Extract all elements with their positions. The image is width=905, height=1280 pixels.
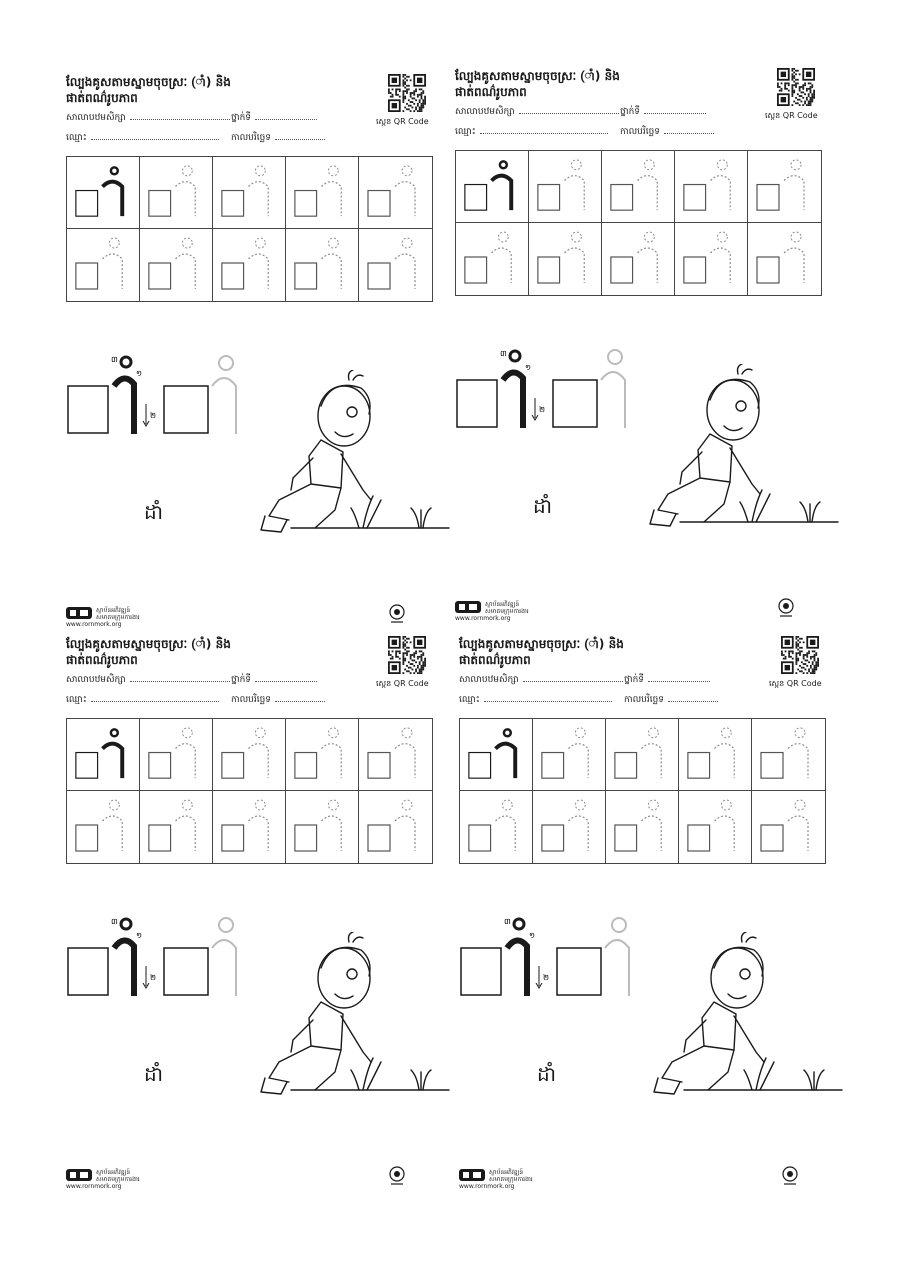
tracing-cell[interactable]	[679, 719, 752, 791]
tracing-cell[interactable]	[529, 151, 602, 223]
tracing-grid	[66, 156, 433, 302]
model-letter-cell[interactable]	[67, 719, 140, 791]
stroke-order-demo	[66, 354, 256, 454]
tracing-cell[interactable]	[286, 229, 359, 301]
organization-logo-icon	[455, 600, 483, 614]
tracing-cell[interactable]	[529, 223, 602, 295]
tracing-cell[interactable]	[213, 229, 286, 301]
grade-blank[interactable]	[255, 119, 317, 120]
date-field	[231, 694, 325, 707]
title-line-1: ល្បែងគូសតាមស្នាមចុចស្រៈ (ាំ) និង	[459, 637, 624, 651]
tracing-cell[interactable]	[460, 791, 533, 863]
qr-caption: ស្កេន QR Code	[769, 679, 822, 688]
grade-label: ថ្នាក់ទី	[231, 113, 251, 123]
date-blank[interactable]	[664, 133, 714, 134]
tracing-cell[interactable]	[675, 151, 748, 223]
boy-planting-illustration	[251, 932, 451, 1122]
worksheet-title	[459, 636, 759, 668]
tracing-cell[interactable]	[606, 791, 679, 863]
stroke-number-1: ១	[525, 363, 532, 372]
school-field	[459, 674, 623, 687]
tracing-cell[interactable]	[286, 791, 359, 863]
stroke-number-3: ៣	[111, 355, 118, 364]
name-blank[interactable]	[91, 139, 219, 140]
date-field	[231, 132, 325, 145]
school-field	[66, 674, 230, 687]
date-field	[624, 694, 718, 707]
qr-code-icon	[388, 636, 426, 674]
example-word: ដាំ	[144, 500, 164, 524]
school-field	[455, 106, 619, 119]
stroke-number-1: ១	[529, 931, 536, 940]
tracing-cell[interactable]	[213, 791, 286, 863]
tracing-cell[interactable]	[359, 157, 432, 229]
boy-planting-illustration	[251, 370, 451, 560]
grade-label: ថ្នាក់ទី	[231, 675, 251, 685]
logo-text-2: សមាគមក្រុមការងារ	[489, 1176, 533, 1183]
grade-blank[interactable]	[255, 681, 317, 682]
grade-label: ថ្នាក់ទី	[624, 675, 644, 685]
name-blank[interactable]	[480, 133, 608, 134]
name-field	[66, 694, 219, 707]
grade-blank[interactable]	[648, 681, 710, 682]
qr-code-icon	[388, 74, 426, 112]
title-line-2: ផាត់ពណ៌រូបភាព	[66, 653, 138, 667]
worksheet-title	[455, 68, 755, 100]
title-line-1: ល្បែងគូសតាមស្នាមចុចស្រៈ (ាំ) និង	[66, 637, 231, 651]
tracing-cell[interactable]	[679, 791, 752, 863]
organization-logo-icon	[66, 606, 94, 620]
tracing-grid	[66, 718, 433, 864]
boy-planting-illustration	[640, 364, 840, 554]
example-word: ដាំ	[533, 494, 553, 518]
name-field	[459, 694, 612, 707]
example-word: ដាំ	[537, 1062, 557, 1086]
tracing-cell[interactable]	[606, 719, 679, 791]
website-link[interactable]: www.rornmork.org	[66, 621, 122, 628]
school-label: សាលាបឋមសិក្សា	[66, 675, 126, 685]
grade-field	[620, 106, 706, 119]
title-line-2: ផាត់ពណ៌រូបភាព	[459, 653, 531, 667]
stroke-number-1: ១	[136, 369, 143, 378]
worksheet-title	[66, 636, 366, 668]
name-field	[66, 132, 219, 145]
tracing-cell[interactable]	[752, 719, 825, 791]
website-link[interactable]: www.rornmork.org	[459, 1183, 515, 1190]
tracing-cell[interactable]	[140, 229, 213, 301]
tracing-cell[interactable]	[359, 791, 432, 863]
tracing-cell[interactable]	[213, 719, 286, 791]
tracing-cell[interactable]	[67, 229, 140, 301]
tracing-cell[interactable]	[602, 151, 675, 223]
stroke-order-demo	[66, 916, 256, 1016]
school-field	[66, 112, 230, 125]
date-label: កាលបរិច្ឆេទ	[231, 695, 271, 705]
logo-text-1: ស្ថាប័នអភិវឌ្ឍន៍	[485, 601, 520, 608]
school-blank[interactable]	[523, 681, 623, 682]
tracing-cell[interactable]	[456, 223, 529, 295]
partner-seal-icon	[777, 598, 795, 618]
qr-caption: ស្កេន QR Code	[376, 679, 429, 688]
website-link[interactable]: www.rornmork.org	[66, 1183, 122, 1190]
logo-text-1: ស្ថាប័នអភិវឌ្ឍន៍	[96, 607, 131, 614]
date-label: កាលបរិច្ឆេទ	[231, 133, 271, 143]
name-label: ឈ្មោះ	[66, 695, 87, 705]
date-blank[interactable]	[668, 701, 718, 702]
title-line-1: ល្បែងគូសតាមស្នាមចុចស្រៈ (ាំ) និង	[66, 75, 231, 89]
worksheet-title	[66, 74, 366, 106]
boy-planting-illustration	[644, 932, 844, 1122]
date-blank[interactable]	[275, 139, 325, 140]
school-blank[interactable]	[130, 681, 230, 682]
tracing-cell[interactable]	[359, 229, 432, 301]
school-label: សាលាបឋមសិក្សា	[455, 107, 515, 117]
logo-text-2: សមាគមក្រុមការងារ	[96, 1176, 140, 1183]
tracing-cell[interactable]	[533, 719, 606, 791]
stroke-number-3: ៣	[500, 349, 507, 358]
stroke-number-1: ១	[136, 931, 143, 940]
tracing-cell[interactable]	[602, 223, 675, 295]
date-blank[interactable]	[275, 701, 325, 702]
tracing-cell[interactable]	[140, 157, 213, 229]
stroke-number-3: ៣	[111, 917, 118, 926]
stroke-number-2: ២	[539, 405, 546, 414]
qr-caption: ស្កេន QR Code	[376, 117, 429, 126]
logo-text-1: ស្ថាប័នអភិវឌ្ឍន៍	[489, 1169, 524, 1176]
qr-code-icon	[781, 636, 819, 674]
date-field	[620, 126, 714, 139]
name-label: ឈ្មោះ	[455, 127, 476, 137]
tracing-cell[interactable]	[748, 223, 821, 295]
name-label: ឈ្មោះ	[66, 133, 87, 143]
tracing-cell[interactable]	[140, 791, 213, 863]
tracing-grid	[459, 718, 826, 864]
tracing-cell[interactable]	[752, 791, 825, 863]
grade-field	[231, 674, 317, 687]
worksheet	[459, 636, 849, 1196]
tracing-cell[interactable]	[675, 223, 748, 295]
model-letter-cell[interactable]	[460, 719, 533, 791]
partner-seal-icon	[388, 604, 406, 624]
partner-seal-icon	[781, 1166, 799, 1186]
logo-text-1: ស្ថាប័នអភិវឌ្ឍន៍	[96, 1169, 131, 1176]
tracing-grid	[455, 150, 822, 296]
name-blank[interactable]	[484, 701, 612, 702]
worksheet	[66, 636, 456, 1196]
logo-text-2: សមាគមក្រុមការងារ	[96, 614, 140, 621]
tracing-cell[interactable]	[748, 151, 821, 223]
school-label: សាលាបឋមសិក្សា	[66, 113, 126, 123]
tracing-cell[interactable]	[533, 791, 606, 863]
organization-logo-icon	[459, 1168, 487, 1182]
stroke-number-2: ២	[150, 973, 157, 982]
tracing-cell[interactable]	[67, 791, 140, 863]
example-word: ដាំ	[144, 1062, 164, 1086]
school-label: សាលាបឋមសិក្សា	[459, 675, 519, 685]
model-letter-cell[interactable]	[456, 151, 529, 223]
tracing-cell[interactable]	[140, 719, 213, 791]
tracing-cell[interactable]	[286, 719, 359, 791]
school-blank[interactable]	[130, 119, 230, 120]
stroke-number-2: ២	[150, 411, 157, 420]
name-field	[455, 126, 608, 139]
model-letter-cell[interactable]	[67, 157, 140, 229]
grade-field	[231, 112, 317, 125]
partner-seal-icon	[388, 1166, 406, 1186]
worksheet	[66, 74, 456, 634]
stroke-order-demo	[459, 916, 649, 1016]
organization-logo-icon	[66, 1168, 94, 1182]
school-blank[interactable]	[519, 113, 619, 114]
website-link[interactable]: www.rornmork.org	[455, 615, 511, 622]
tracing-cell[interactable]	[213, 157, 286, 229]
tracing-cell[interactable]	[286, 157, 359, 229]
stroke-number-2: ២	[543, 973, 550, 982]
stroke-number-3: ៣	[504, 917, 511, 926]
grade-blank[interactable]	[644, 113, 706, 114]
grade-field	[624, 674, 710, 687]
worksheet	[455, 68, 845, 628]
date-label: កាលបរិច្ឆេទ	[624, 695, 664, 705]
date-label: កាលបរិច្ឆេទ	[620, 127, 660, 137]
title-line-2: ផាត់ពណ៌រូបភាព	[66, 91, 138, 105]
logo-text-2: សមាគមក្រុមការងារ	[485, 608, 529, 615]
tracing-cell[interactable]	[359, 719, 432, 791]
name-label: ឈ្មោះ	[459, 695, 480, 705]
grade-label: ថ្នាក់ទី	[620, 107, 640, 117]
name-blank[interactable]	[91, 701, 219, 702]
title-line-1: ល្បែងគូសតាមស្នាមចុចស្រៈ (ាំ) និង	[455, 69, 620, 83]
stroke-order-demo	[455, 348, 645, 448]
qr-caption: ស្កេន QR Code	[765, 111, 818, 120]
title-line-2: ផាត់ពណ៌រូបភាព	[455, 85, 527, 99]
qr-code-icon	[777, 68, 815, 106]
